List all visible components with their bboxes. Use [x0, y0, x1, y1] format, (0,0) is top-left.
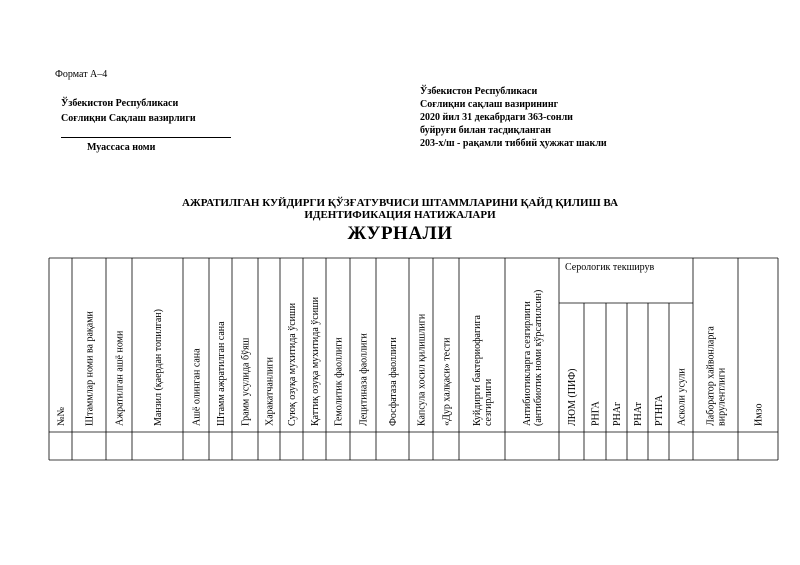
column-header: Гемолитик фаоллиги	[333, 337, 345, 426]
column-header: Антибиотикларга сезгирлиги(антибиотик номи кўрсатилсин)	[522, 289, 544, 426]
serology-group-header: Серологик текширув	[565, 262, 655, 273]
institution-name-label: Муассаса номи	[87, 142, 156, 153]
column-header: Фосфатаза фаоллиги	[388, 337, 399, 426]
approval-line-4: буйруғи билан тасдиқланган	[420, 125, 551, 136]
approval-line-2: Соғлиқни сақлаш вазирининг	[420, 99, 559, 110]
format-label: Формат А–4	[55, 69, 108, 80]
column-header: Грамм усулида бўяш	[240, 337, 252, 426]
column-header: Лаборатор хайвонларгавирулентлиги	[705, 326, 728, 426]
left-header-ministry: Соғлиқни Сақлаш вазирлиги	[61, 113, 196, 124]
column-header: Манзил (қаердан топилган)	[153, 309, 164, 426]
column-header: Ажратилган ашё номи	[114, 330, 126, 426]
column-header: «Дур халқаси» тести	[441, 337, 453, 426]
column-header: Харакатчанлиги	[264, 357, 276, 426]
column-header: Ашё олинган сана	[191, 348, 203, 426]
journal-title-main: ЖУРНАЛИ	[347, 223, 453, 244]
column-header: Куйдирги бактериофагигасезгирлиги	[472, 315, 494, 426]
journal-title-line-2: ИДЕНТИФИКАЦИЯ НАТИЖАЛАРИ	[304, 209, 496, 221]
left-header-republic: Ўзбекистон Республикаси	[61, 98, 179, 109]
approval-line-3: 2020 йил 31 декабрдаги 363-сонли	[420, 112, 573, 123]
column-header: Штаммлар номи ва рақами	[84, 311, 96, 426]
column-header: РТНГА	[654, 395, 665, 426]
approval-line-1: Ўзбекистон Республикаси	[420, 86, 538, 97]
column-header: Штамм ажратилган сана	[216, 321, 227, 426]
column-header: Капсула хосил қилишлиги	[416, 313, 428, 426]
column-header: ЛЮМ (ПИФ)	[567, 368, 578, 426]
journal-title-line-1: АЖРАТИЛГАН КУЙДИРГИ ҚЎЗҒАТУВЧИСИ ШТАММЛАРИНИ ҚАЙД ҚИЛИШ ВА	[181, 197, 619, 209]
column-header: №№	[56, 406, 67, 426]
column-header: РНАг	[612, 401, 623, 426]
approval-line-5: 203-х/ш - рақамли тиббий ҳужжат шакли	[420, 138, 607, 149]
column-header: Суюқ озуқа мухитида ўсиши	[287, 302, 298, 426]
column-header: РНГА	[590, 401, 602, 426]
column-header: Асколи усули	[676, 368, 688, 426]
column-header: Лецитиназа фаоллиги	[358, 333, 370, 426]
column-header: Қаттиқ озуқа мухитида ўсиши	[310, 296, 321, 426]
column-header: РНАт	[633, 402, 644, 426]
column-header: Имзо	[753, 403, 765, 426]
